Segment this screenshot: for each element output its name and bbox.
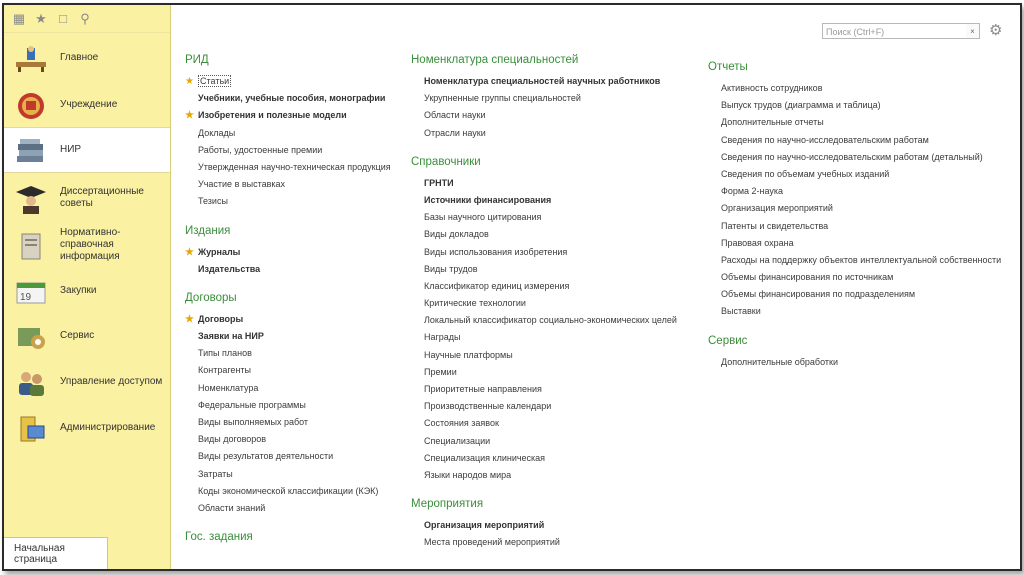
home-page-tab-label: Начальная страница: [14, 542, 65, 565]
nav-link[interactable]: [411, 347, 677, 364]
nav-link[interactable]: [185, 380, 391, 397]
nav-link-text: Дополнительные отчеты: [721, 117, 824, 128]
nav-link[interactable]: [708, 269, 1001, 286]
section-title[interactable]: Справочники: [411, 155, 481, 168]
sidebar-item-access-control[interactable]: Управление доступом: [4, 359, 170, 405]
nav-link[interactable]: [708, 80, 1001, 97]
section-links: [708, 354, 1001, 371]
nav-link[interactable]: [411, 244, 677, 261]
nav-link-text: Договоры: [198, 313, 244, 324]
nav-link[interactable]: [185, 431, 391, 448]
favorite-star-icon[interactable]: ★: [185, 110, 194, 122]
sidebar-item-reference-info[interactable]: Нормативно-справочная информация: [4, 221, 170, 269]
nav-link[interactable]: [185, 107, 391, 124]
nav-link[interactable]: [411, 381, 677, 398]
nav-link[interactable]: [411, 329, 677, 346]
nav-link-text: Виды выполняемых работ: [198, 417, 309, 427]
settings-gear-icon[interactable]: ⚙: [989, 22, 1003, 39]
nav-link[interactable]: [708, 132, 1001, 149]
column-1: [185, 54, 391, 557]
nav-link[interactable]: [185, 73, 391, 90]
nav-link-text: Критические технологии: [424, 298, 526, 309]
nav-link-text: Области знаний: [198, 502, 266, 513]
nav-link-text: Сведения по научно-исследовательским работам (детальный): [721, 151, 983, 162]
sidebar-item-nir[interactable]: НИР: [4, 127, 170, 173]
nav-link[interactable]: [708, 200, 1001, 217]
nav-link[interactable]: [185, 244, 391, 261]
search-icon[interactable]: ⚲: [80, 10, 90, 26]
nav-link-text: Производственные календари: [424, 401, 552, 412]
nav-link[interactable]: [411, 295, 677, 312]
nav-link[interactable]: [411, 433, 677, 450]
nav-link-text: Выпуск трудов (диаграмма и таблица): [721, 100, 881, 111]
sidebar-item-main[interactable]: Главное: [4, 36, 170, 80]
nav-link[interactable]: [708, 286, 1001, 303]
nav-link[interactable]: [411, 534, 677, 551]
nav-link-text: Сведения по объемам учебных изданий: [721, 168, 890, 179]
nav-link-text: Места проведений мероприятий: [424, 537, 560, 548]
nav-link-text: Виды докладов: [424, 229, 489, 240]
nav-link[interactable]: [411, 398, 677, 415]
nav-link[interactable]: [185, 362, 391, 379]
nav-link-text: Сведения по научно-исследовательским работам: [721, 134, 929, 145]
nav-link[interactable]: [185, 483, 391, 500]
history-icon[interactable]: □: [59, 11, 67, 26]
section-title[interactable]: Гос. задания: [185, 531, 253, 544]
nav-link-text: Тезисы: [198, 196, 228, 207]
nav-link[interactable]: [411, 73, 677, 90]
nav-link-text: Правовая охрана: [721, 237, 794, 248]
nav-link[interactable]: [185, 159, 391, 176]
nav-link-text: Номенклатура специальностей научных работников: [424, 76, 661, 86]
nav-link[interactable]: [185, 466, 391, 483]
nav-link-text: Языки народов мира: [424, 469, 512, 480]
nav-link-text: Работы, удостоенные премии: [198, 144, 323, 155]
sidebar-item-service[interactable]: Сервис: [4, 313, 170, 359]
nav-link[interactable]: [185, 193, 391, 210]
nav-link[interactable]: [708, 97, 1001, 114]
nav-link[interactable]: [411, 312, 677, 329]
nav-link[interactable]: [708, 149, 1001, 166]
nav-link-text: Научные платформы: [424, 349, 513, 360]
nav-link[interactable]: [411, 278, 677, 295]
emblem-icon: [14, 91, 48, 119]
section-links: [708, 80, 1001, 321]
nav-link-text: Активность сотрудников: [721, 83, 823, 93]
nav-link[interactable]: [411, 517, 677, 534]
favorite-star-icon[interactable]: ★: [185, 313, 194, 325]
section-title[interactable]: Договоры: [185, 291, 237, 304]
sidebar-item-dissertation-councils[interactable]: Диссертационные советы: [4, 175, 170, 221]
section-links: [185, 73, 391, 211]
nav-link[interactable]: [708, 354, 1001, 371]
section-links: [185, 311, 391, 517]
nav-link-text: Отрасли науки: [424, 127, 486, 138]
nav-link[interactable]: [411, 467, 677, 484]
graduate-icon: [14, 184, 48, 212]
nav-link[interactable]: [708, 166, 1001, 183]
nav-link-text: Статьи: [200, 76, 230, 86]
nav-link-text: Заявки на НИР: [198, 331, 264, 342]
section-title[interactable]: Отчеты: [708, 61, 748, 73]
nav-link-text: Организация мероприятий: [721, 203, 833, 214]
nav-link[interactable]: [185, 125, 391, 142]
section-title[interactable]: Мероприятия: [411, 498, 484, 511]
section-title[interactable]: Издания: [185, 224, 231, 237]
section-title[interactable]: Номенклатура специальностей: [411, 54, 579, 66]
favorites-star-icon[interactable]: ★: [35, 10, 47, 26]
nav-link[interactable]: [708, 235, 1001, 252]
search-clear-button[interactable]: ×: [966, 23, 980, 39]
section-links: [411, 73, 677, 142]
nav-link-text: Специализации: [424, 435, 491, 446]
nav-link-text: Состояния заявок: [424, 418, 499, 429]
sidebar-item-purchases[interactable]: 19 Закупки: [4, 269, 170, 313]
sidebar-item-administration[interactable]: Администрирование: [4, 405, 170, 451]
nav-link[interactable]: [708, 183, 1001, 200]
app-window: [2, 3, 1022, 571]
nav-link[interactable]: [185, 397, 391, 414]
nav-link-text: Виды использования изобретения: [424, 246, 568, 257]
nav-link-text: Номенклатура: [198, 382, 259, 393]
sidebar-item-institution[interactable]: Учреждение: [4, 82, 170, 128]
section-links: [411, 175, 677, 484]
search-input[interactable]: Поиск (Ctrl+F): [822, 23, 967, 39]
nav-link[interactable]: [185, 311, 391, 328]
nav-link-text: Укрупненные группы специальностей: [424, 93, 581, 104]
nav-link-text: Награды: [424, 332, 461, 343]
calendar-icon: [14, 277, 48, 305]
nav-link-text: Базы научного цитирования: [424, 212, 542, 223]
nav-link-text: Виды договоров: [198, 434, 267, 445]
home-page-tab[interactable]: [4, 537, 108, 569]
favorite-star-icon[interactable]: ★: [185, 246, 194, 258]
nav-link-text: Контрагенты: [198, 365, 252, 376]
nav-link[interactable]: [411, 107, 677, 124]
nav-link-text: Форма 2-наука: [721, 186, 784, 197]
nav-link[interactable]: [708, 252, 1001, 269]
nav-link[interactable]: [411, 450, 677, 467]
nav-link-text: Организация мероприятий: [424, 520, 545, 531]
nav-link[interactable]: [708, 218, 1001, 235]
nav-link[interactable]: [185, 176, 391, 193]
nav-link[interactable]: [708, 114, 1001, 131]
nav-link[interactable]: [185, 414, 391, 431]
nav-link-text: Участие в выставках: [198, 179, 286, 190]
nav-link-text: Дополнительные обработки: [721, 356, 838, 367]
nav-link[interactable]: [411, 192, 677, 209]
nav-link-text: Источники финансирования: [424, 194, 552, 205]
service-tools-icon: [14, 322, 48, 350]
nav-link[interactable]: [411, 261, 677, 278]
users-icon: [14, 368, 48, 396]
nav-link[interactable]: [185, 328, 391, 345]
nav-link[interactable]: [185, 500, 391, 517]
nav-link-text: Журналы: [198, 246, 241, 257]
nav-link-text: Выставки: [721, 306, 761, 317]
nav-link[interactable]: [411, 175, 677, 192]
nav-link[interactable]: [185, 261, 391, 278]
nav-link-text: Локальный классификатор социально-экономических целей: [424, 315, 677, 326]
nav-link[interactable]: [411, 415, 677, 432]
nav-link[interactable]: [411, 364, 677, 381]
apps-grid-icon[interactable]: ▦: [12, 10, 26, 26]
nav-link-text: Издательства: [198, 263, 261, 274]
nav-link-text: Изобретения и полезные модели: [198, 110, 347, 121]
books-icon: [14, 136, 48, 164]
main-content: [171, 5, 1020, 569]
nav-link-text: Виды трудов: [424, 263, 478, 274]
nav-link[interactable]: [411, 209, 677, 226]
nav-link-text: Области науки: [424, 110, 486, 121]
nav-link-text: Приоритетные направления: [424, 384, 542, 394]
nav-link-text: Патенты и свидетельства: [721, 220, 829, 231]
sidebar: [4, 5, 171, 569]
svg-text:19: 19: [20, 292, 32, 303]
nav-link-text: Виды результатов деятельности: [198, 451, 334, 462]
nav-link[interactable]: [185, 345, 391, 362]
nav-link[interactable]: [708, 303, 1001, 320]
section-links: [185, 244, 391, 278]
reference-book-icon: [14, 231, 48, 259]
nav-link-text: Утвержденная научно-техническая продукция: [198, 161, 391, 172]
nav-link-text: Федеральные программы: [198, 399, 306, 410]
favorite-star-icon[interactable]: ★: [185, 76, 194, 87]
column-3: [708, 61, 1001, 385]
nav-link-text: Объемы финансирования по подразделениям: [721, 289, 916, 300]
nav-link-text: Специализация клиническая: [424, 452, 546, 463]
nav-link-text: Доклады: [198, 127, 236, 138]
column-2: [411, 54, 677, 566]
desk-icon: [14, 44, 48, 72]
sidebar-toolbar: [4, 5, 170, 33]
nav-link[interactable]: [411, 90, 677, 107]
nav-link-text: Типы планов: [198, 348, 252, 359]
section-links: [411, 517, 677, 551]
nav-link[interactable]: [411, 226, 677, 243]
nav-link-text: Классификатор единиц измерения: [424, 280, 570, 291]
nav-link[interactable]: [185, 142, 391, 159]
nav-link-text: ГРНТИ: [424, 177, 454, 188]
nav-link-text: Учебники, учебные пособия, монографии: [198, 93, 386, 104]
section-title[interactable]: Сервис: [708, 334, 748, 347]
nav-link-text: Коды экономической классификации (КЭК): [198, 485, 379, 496]
nav-link[interactable]: [185, 448, 391, 465]
admin-server-icon: [14, 414, 48, 442]
section-title[interactable]: РИД: [185, 54, 209, 66]
nav-link-text: Затраты: [198, 468, 233, 479]
nav-link-text: Премии: [424, 366, 457, 377]
nav-link[interactable]: [185, 90, 391, 107]
nav-link-text: Объемы финансирования по источникам: [721, 272, 894, 283]
nav-link-text: Расходы на поддержку объектов интеллектуальной собственности: [721, 254, 1002, 265]
nav-link[interactable]: [411, 125, 677, 142]
